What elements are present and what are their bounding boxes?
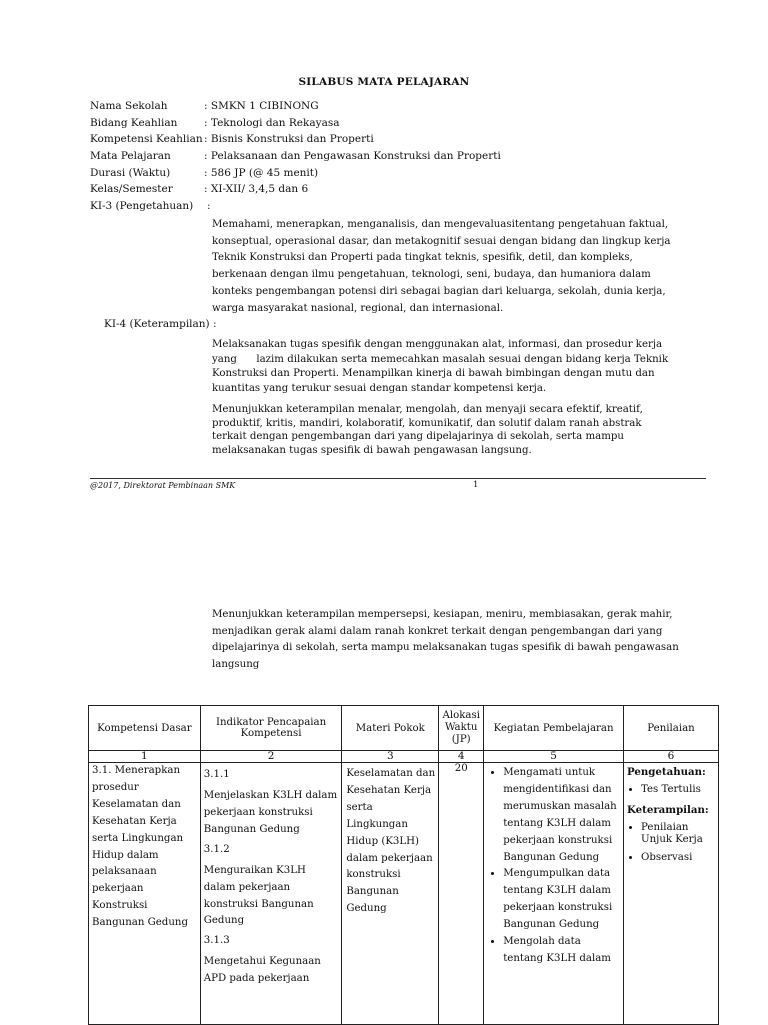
list-item: • Observasi	[641, 852, 715, 864]
table-row	[89, 763, 719, 1025]
column-number: 5	[484, 751, 624, 763]
ki4-paragraph-1	[212, 338, 668, 396]
info-label: Bidang Keahlian	[90, 116, 178, 129]
syllabus-table	[88, 705, 719, 1025]
table-header-row	[89, 706, 719, 751]
ki4-line: terkait dengan pengembangan dari yang dipelajarinya di sekolah, serta mampu	[212, 431, 624, 443]
page2-line: menjadikan gerak alami dalam ranah konkret terkait dengan pengembangan dari yang	[212, 625, 663, 637]
page2-line: dipelajarinya di sekolah, serta mampu melaksanakan tugas spesifik di bawah pengawasan	[212, 642, 679, 654]
header-materi-pokok: Materi Pokok	[342, 706, 439, 751]
column-number: 6	[624, 751, 719, 763]
info-label: Kompetensi Keahlian	[90, 133, 203, 146]
ki4-line: yang lazim dilakukan serta memecahkan masalah sesuai dengan bidang kerja Teknik	[212, 353, 669, 365]
info-label: Kelas/Semester	[90, 183, 173, 196]
info-value: : Teknologi dan Rekayasa	[204, 116, 340, 129]
ki3-line: berkenaan dengan ilmu pengetahuan, teknologi, seni, budaya, dan humaniora dalam	[212, 269, 651, 281]
info-row-subject	[90, 148, 501, 165]
info-label: Nama Sekolah	[90, 100, 168, 112]
indikator-cell	[200, 763, 342, 1025]
indicator-text: Mengetahui Kegunaan APD pada pekerjaan	[203, 956, 321, 985]
ki4-line: produktif, kritis, mandiri, kolaboratif, komunikatif, dan solutif dalam ranah abstrak	[212, 417, 642, 429]
info-label: KI-3 (Pengetahuan)	[90, 200, 194, 213]
ki3-line: konteks pengembangan potensi diri sebagai bagian dari keluarga, sekolah, dunia kerja,	[212, 285, 666, 297]
header-alokasi-waktu: Alokasi Waktu (JP)	[439, 706, 484, 751]
ki3-line: konseptual, operasional dasar, dan metakognitif sesuai dengan bidang dan lingkup kerja	[212, 235, 671, 247]
header-kegiatan: Kegiatan Pembelajaran	[484, 706, 624, 751]
kegiatan-list	[487, 765, 620, 968]
indicator-text: Menjelaskan K3LH dalam pekerjaan konstruksi Bangunan Gedung	[203, 790, 338, 835]
info-value: : XI-XII/ 3,4,5 dan 6	[204, 183, 309, 196]
info-value: : Pelaksanaan dan Pengawasan Konstruksi dan Properti	[204, 150, 501, 163]
penilaian-cell	[624, 763, 719, 1025]
ki3-paragraph	[212, 217, 670, 317]
keterampilan-list	[627, 822, 715, 864]
indicator-number: 3.1.3	[203, 935, 230, 947]
ki3-line: Memahami, menerapkan, menganalisis, dan mengevaluasitentang pengetahuan faktual,	[212, 219, 669, 230]
list-item: • Penilaian Unjuk Kerja	[641, 822, 715, 846]
syllabus-info	[90, 98, 501, 215]
ki3-line: warga masyarakat nasional, regional, dan internasional.	[212, 302, 504, 314]
pengetahuan-label: Pengetahuan:	[627, 766, 706, 778]
ki4-line: melaksanakan tugas spesifik di bawah pengawasan langsung.	[212, 444, 532, 456]
ki4-line: Menunjukkan keterampilan menalar, mengolah, dan menyaji secara efektif, kreatif,	[212, 404, 643, 415]
page2-paragraph	[212, 607, 679, 674]
header-penilaian: Penilaian	[624, 706, 719, 751]
keterampilan-label: Keterampilan:	[627, 804, 709, 816]
table-number-row	[89, 751, 719, 763]
column-number: 3	[342, 751, 439, 763]
info-label: Durasi (Waktu)	[90, 166, 171, 179]
document-title: SILABUS MATA PELAJARAN	[298, 76, 470, 88]
kegiatan-cell	[484, 763, 624, 1025]
info-row-field	[90, 115, 501, 132]
column-number: 1	[89, 751, 201, 763]
column-number: 2	[200, 751, 342, 763]
column-number: 4	[439, 751, 484, 763]
info-value: : 586 JP (@ 45 menit)	[204, 166, 319, 179]
pengetahuan-list	[627, 784, 715, 796]
ki4-label: KI-4 (Keterampilan) :	[104, 318, 217, 330]
page2-line: Menunjukkan keterampilan mempersepsi, kesiapan, meniru, membiasakan, gerak mahir,	[212, 609, 673, 620]
info-value: : SMKN 1 CIBINONG	[204, 100, 319, 112]
page2-line: langsung	[212, 659, 260, 671]
info-row-school	[90, 98, 501, 115]
list-item: • Mengumpulkan data tentang K3LH dalam pekerjaan konstruksi Bangunan Gedung	[503, 866, 620, 934]
info-row-duration	[90, 165, 501, 182]
ki4-line: kuantitas yang terukur sesuai dengan standar kompetensi kerja.	[212, 382, 547, 394]
info-row-ki3	[90, 198, 501, 215]
ki4-line: Melaksanakan tugas spesifik dengan menggunakan alat, informasi, dan prosedur kerja	[212, 339, 663, 350]
info-row-class	[90, 181, 501, 198]
header-kompetensi-dasar: Kompetensi Dasar	[89, 706, 201, 751]
alokasi-waktu-cell: 20	[439, 763, 484, 1025]
info-label: Mata Pelajaran	[90, 150, 171, 163]
list-item: • Mengolah data tentang K3LH dalam	[503, 934, 620, 968]
list-item: • Tes Tertulis	[641, 784, 715, 796]
header-indikator: Indikator Pencapaian Kompetensi	[200, 706, 342, 751]
footer-divider	[90, 478, 706, 479]
footer-copyright: @2017, Direktorat Pembinaan SMK	[90, 481, 236, 490]
ki3-line: Teknik Konstruksi dan Properti pada tingkat teknis, spesifik, detil, dan kompleks,	[212, 252, 633, 264]
list-item: • Mengamati untuk mengidentifikasi dan merumuskan masalah tentang K3LH dalam pekerjaan konstruksi Bangunan Gedung	[503, 765, 620, 866]
info-value: :	[207, 200, 211, 213]
page-number: 1	[473, 480, 479, 490]
indicator-text: Menguraikan K3LH dalam pekerjaan konstruksi Bangunan Gedung	[203, 864, 314, 927]
indicator-number: 3.1.1	[203, 769, 230, 780]
info-row-competency	[90, 131, 501, 148]
kompetensi-dasar-cell: 3.1. Menerapkan prosedur Keselamatan dan Kesehatan Kerja serta Lingkungan Hidup dalam pelaksanaan pekerjaan Konstruksi Bangunan Gedung	[89, 763, 201, 1025]
ki4-paragraph-2	[212, 403, 643, 457]
materi-pokok-cell: Keselamatan dan Kesehatan Kerja serta Lingkungan Hidup (K3LH) dalam pekerjaan konstruksi Bangunan Gedung	[342, 763, 439, 1025]
info-value: : Bisnis Konstruksi dan Properti	[204, 133, 374, 146]
indicator-number: 3.1.2	[203, 843, 230, 855]
ki4-line: Konstruksi dan Properti. Menampilkan kinerja di bawah bimbingan dengan mutu dan	[212, 368, 655, 380]
